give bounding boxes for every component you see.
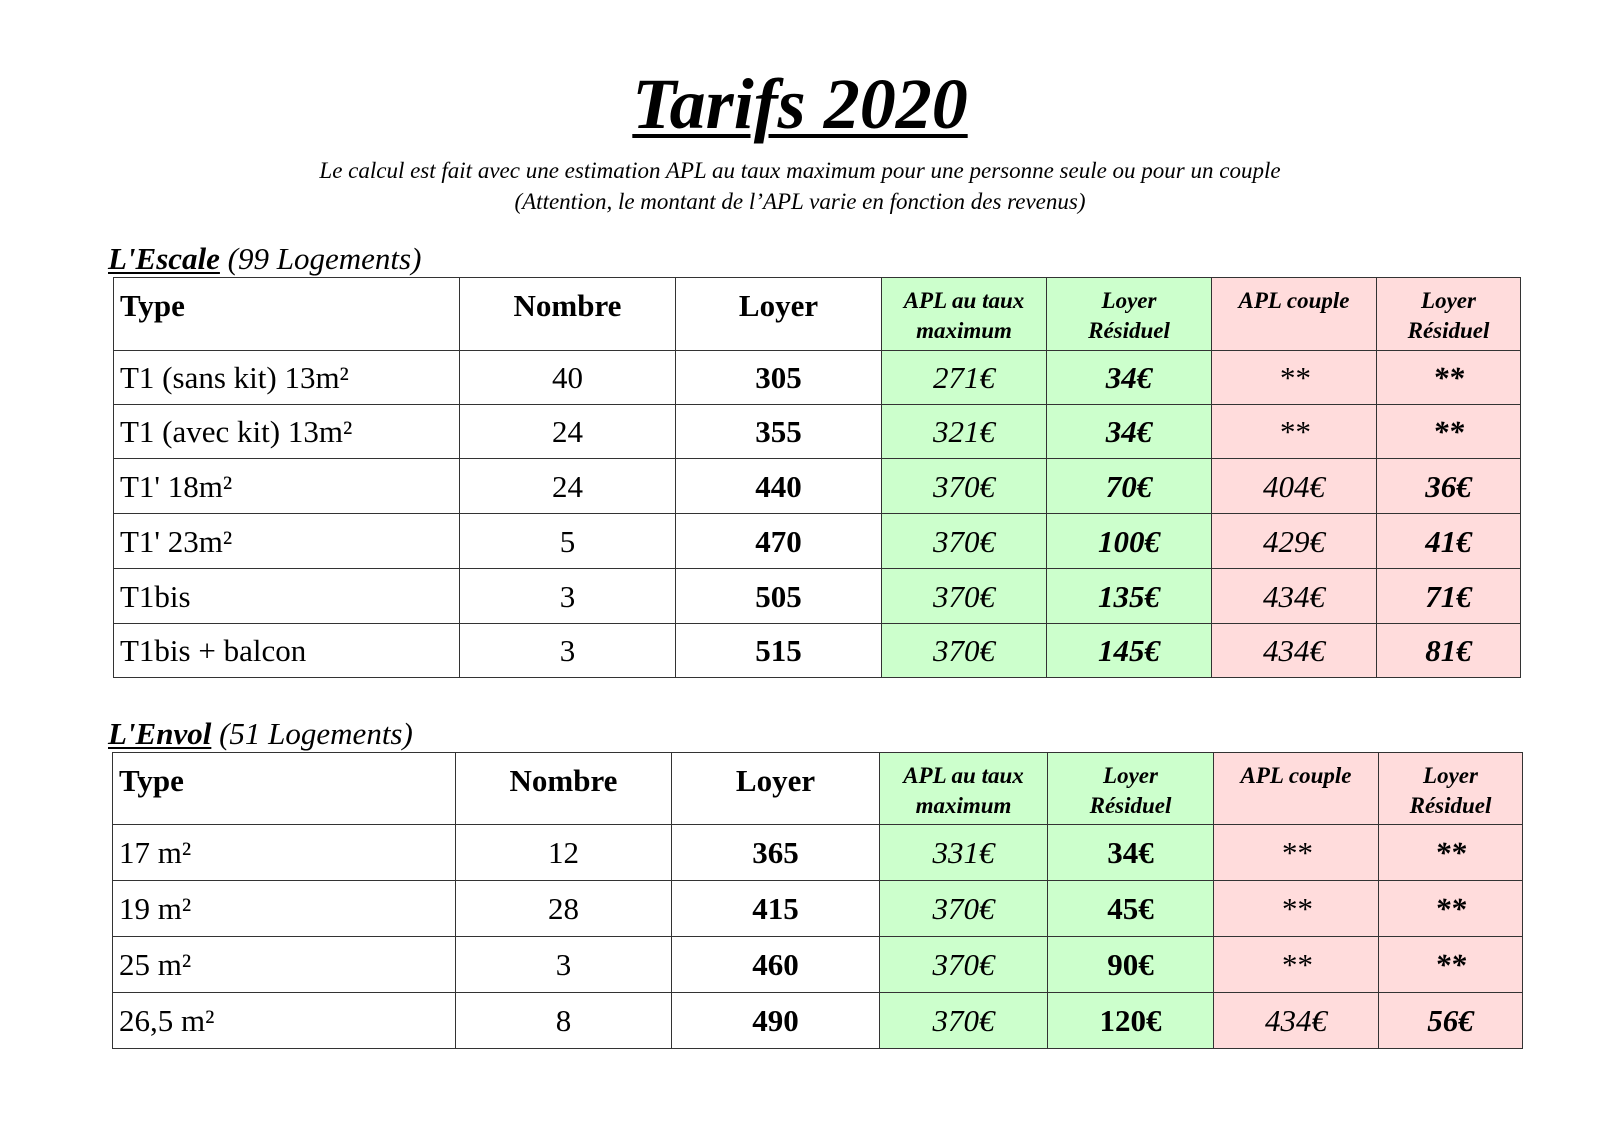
cell-type: T1 (sans kit) 13m²: [114, 351, 460, 405]
cell-nombre: 3: [456, 937, 672, 993]
cell-apl-couple: 434€: [1214, 993, 1379, 1049]
cell-nombre: 28: [456, 881, 672, 937]
cell-residuel-max: 34€: [1048, 825, 1214, 881]
cell-apl-max: 370€: [880, 993, 1048, 1049]
cell-type: 25 m²: [113, 937, 456, 993]
cell-apl-couple: 434€: [1212, 624, 1377, 678]
header-loyer: Loyer: [676, 278, 882, 351]
cell-apl-couple: **: [1214, 881, 1379, 937]
section-envol-label: [108, 718, 413, 749]
cell-nombre: 3: [460, 569, 676, 624]
cell-loyer: 365: [672, 825, 880, 881]
cell-loyer: 415: [672, 881, 880, 937]
cell-residuel-max: 90€: [1048, 937, 1214, 993]
cell-loyer: 505: [676, 569, 882, 624]
cell-nombre: 5: [460, 514, 676, 569]
header-loyer-residuel-couple: Loyer Résiduel: [1379, 753, 1523, 825]
cell-apl-max: 321€: [882, 405, 1047, 459]
cell-residuel-max: 34€: [1047, 351, 1212, 405]
cell-residuel-couple: **: [1379, 881, 1523, 937]
table-row: [114, 459, 1521, 514]
envol-table: [112, 752, 1523, 1049]
cell-type: 19 m²: [113, 881, 456, 937]
cell-type: T1' 18m²: [114, 459, 460, 514]
cell-type: T1 (avec kit) 13m²: [114, 405, 460, 459]
cell-nombre: 3: [460, 624, 676, 678]
header-loyer: Loyer: [672, 753, 880, 825]
cell-apl-max: 370€: [882, 459, 1047, 514]
cell-residuel-max: 100€: [1047, 514, 1212, 569]
envol-header-row: [113, 753, 1523, 825]
cell-apl-couple: **: [1212, 351, 1377, 405]
table-row: [113, 881, 1523, 937]
cell-residuel-couple: **: [1377, 351, 1521, 405]
table-row: [114, 514, 1521, 569]
cell-apl-couple: 429€: [1212, 514, 1377, 569]
subtitle-line-2: (Attention, le montant de l’APL varie en fonction des revenus): [514, 189, 1086, 214]
section-envol-count: (51 Logements): [219, 716, 413, 751]
cell-type: T1' 23m²: [114, 514, 460, 569]
cell-loyer: 490: [672, 993, 880, 1049]
cell-nombre: 24: [460, 459, 676, 514]
header-type: Type: [113, 753, 456, 825]
cell-loyer: 305: [676, 351, 882, 405]
header-nombre: Nombre: [460, 278, 676, 351]
cell-apl-couple: **: [1214, 825, 1379, 881]
cell-nombre: 8: [456, 993, 672, 1049]
cell-loyer: 355: [676, 405, 882, 459]
table-row: [113, 937, 1523, 993]
table-row: [114, 569, 1521, 624]
cell-apl-max: 271€: [882, 351, 1047, 405]
section-escale-name: L'Escale: [108, 241, 220, 276]
cell-residuel-max: 45€: [1048, 881, 1214, 937]
table-row: [114, 624, 1521, 678]
cell-apl-max: 370€: [880, 881, 1048, 937]
cell-nombre: 40: [460, 351, 676, 405]
cell-apl-max: 370€: [882, 569, 1047, 624]
cell-type: T1bis + balcon: [114, 624, 460, 678]
cell-apl-couple: **: [1212, 405, 1377, 459]
cell-residuel-max: 135€: [1047, 569, 1212, 624]
cell-loyer: 460: [672, 937, 880, 993]
cell-residuel-max: 34€: [1047, 405, 1212, 459]
section-envol-name: L'Envol: [108, 716, 212, 751]
header-apl-couple: APL couple: [1212, 278, 1377, 351]
cell-residuel-max: 145€: [1047, 624, 1212, 678]
cell-apl-couple: 404€: [1212, 459, 1377, 514]
cell-type: 17 m²: [113, 825, 456, 881]
header-apl-couple: APL couple: [1214, 753, 1379, 825]
cell-residuel-couple: 71€: [1377, 569, 1521, 624]
cell-apl-max: 370€: [880, 937, 1048, 993]
cell-residuel-max: 120€: [1048, 993, 1214, 1049]
cell-type: 26,5 m²: [113, 993, 456, 1049]
header-nombre: Nombre: [456, 753, 672, 825]
cell-residuel-couple: **: [1377, 405, 1521, 459]
section-escale-count: (99 Logements): [227, 241, 422, 276]
header-loyer-residuel-max: Loyer Résiduel: [1048, 753, 1214, 825]
cell-residuel-couple: 56€: [1379, 993, 1523, 1049]
section-escale-label: [108, 243, 421, 274]
header-loyer-residuel-couple: Loyer Résiduel: [1377, 278, 1521, 351]
cell-residuel-couple: **: [1379, 937, 1523, 993]
table-row: [114, 405, 1521, 459]
cell-apl-couple: 434€: [1212, 569, 1377, 624]
cell-residuel-couple: 81€: [1377, 624, 1521, 678]
cell-apl-max: 331€: [880, 825, 1048, 881]
header-type: Type: [114, 278, 460, 351]
cell-loyer: 515: [676, 624, 882, 678]
header-apl-max: APL au taux maximum: [880, 753, 1048, 825]
cell-residuel-couple: 41€: [1377, 514, 1521, 569]
cell-loyer: 470: [676, 514, 882, 569]
cell-residuel-max: 70€: [1047, 459, 1212, 514]
table-row: [113, 825, 1523, 881]
escale-table: [113, 277, 1521, 678]
cell-type: T1bis: [114, 569, 460, 624]
escale-header-row: [114, 278, 1521, 351]
header-apl-max: APL au taux maximum: [882, 278, 1047, 351]
cell-loyer: 440: [676, 459, 882, 514]
cell-apl-max: 370€: [882, 514, 1047, 569]
header-loyer-residuel-max: Loyer Résiduel: [1047, 278, 1212, 351]
cell-residuel-couple: **: [1379, 825, 1523, 881]
subtitle-line-1: Le calcul est fait avec une estimation APL au taux maximum pour une personne seule ou pour un couple: [319, 158, 1281, 183]
cell-nombre: 24: [460, 405, 676, 459]
cell-apl-max: 370€: [882, 624, 1047, 678]
cell-apl-couple: **: [1214, 937, 1379, 993]
table-row: [114, 351, 1521, 405]
table-row: [113, 993, 1523, 1049]
page-title: Tarifs 2020: [632, 64, 968, 144]
cell-residuel-couple: 36€: [1377, 459, 1521, 514]
cell-nombre: 12: [456, 825, 672, 881]
